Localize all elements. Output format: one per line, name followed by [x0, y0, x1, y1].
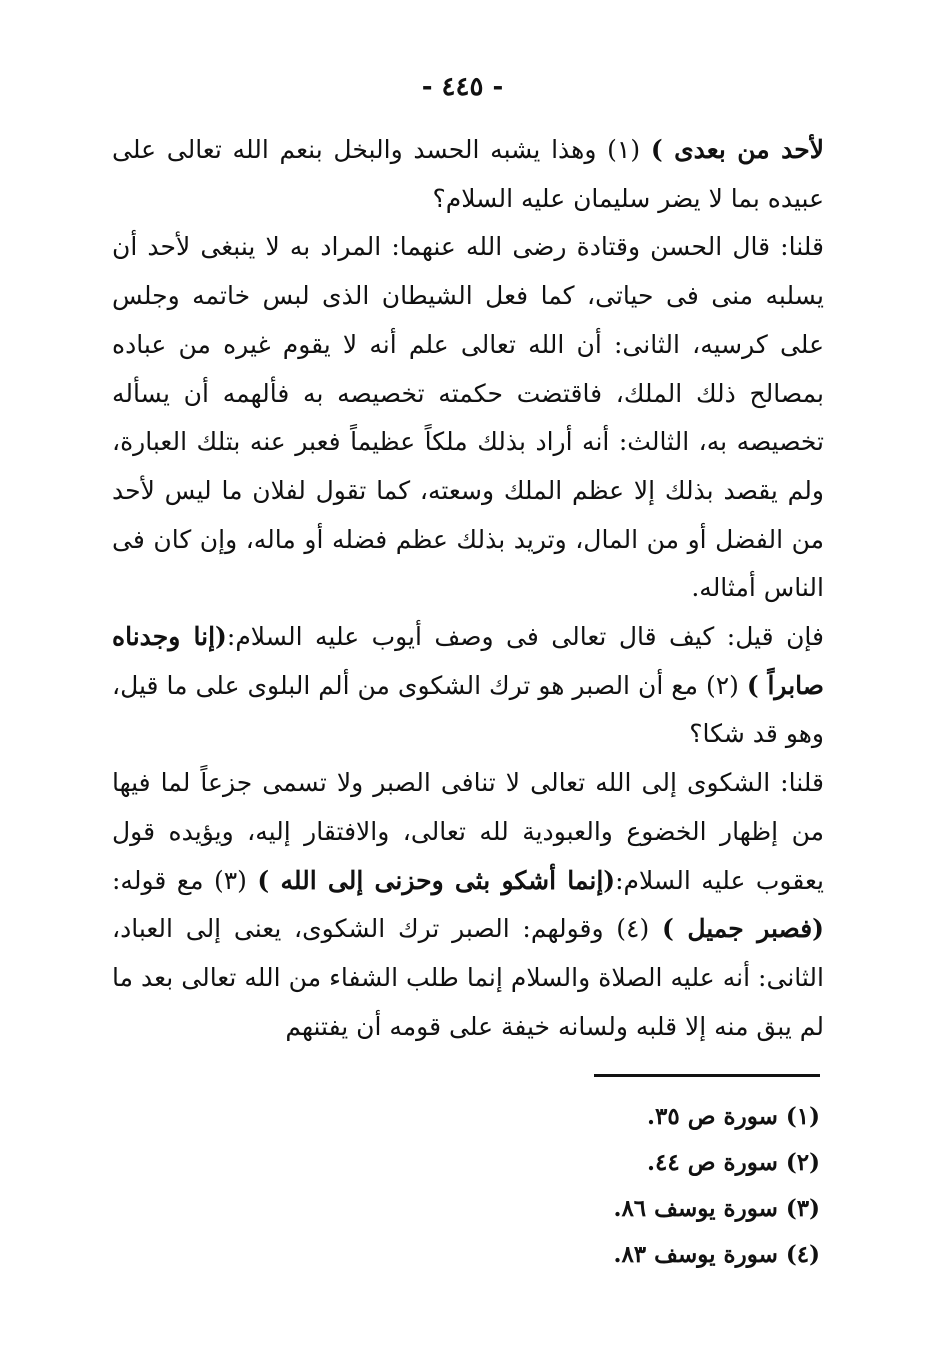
- footnotes: [420, 1094, 820, 1278]
- paragraph-4: [112, 759, 824, 1051]
- footnote: (٤) سورة يوسف ٨٣.: [613, 1241, 820, 1268]
- quran-quote: (إنا وجدناه صابراً ): [112, 622, 824, 700]
- paragraph-text: فإن قيل: كيف قال تعالى فى وصف أيوب عليه السلام:: [226, 622, 824, 652]
- paragraph-text: (٣) مع قوله:: [112, 865, 247, 895]
- paragraph-3: [112, 613, 824, 759]
- paragraph-text: قلنا: قال الحسن وقتادة رضى الله عنهما: المراد به لا ينبغى لأحد أن يسلبه منى فى حياتى، كما فعل الشيطان الذى لبس خاتمه وجلس على كرسيه، الثانى: أن الله تعالى علم أنه لا يقوم غيره من عباده بمصالح ذلك الملك، فاقتضت حكمته تخصيصه به فألهمه أن يسأله تخصيصه به، الثالث: أنه أراد بذلك ملكاً عظيماً فعبر عنه بتلك العبارة، ولم يقصد بذلك إلا عظم الملك وسعته، كما تقول لفلان ما ليس لأحد من الفضل أو من المال، وتريد بذلك عظم فضله أو ماله، وإن كان فى الناس أمثاله.: [112, 232, 824, 603]
- paragraph-text: (٤) وقولهم: الصبر ترك الشكوى، يعنى إلى العباد، الثانى: أنه عليه الصلاة والسلام إنما طلب الشفاء من الله تعالى بعد ما لم يبق منه إلا قلبه ولسانه خيفة على قومه أن يفتنهم: [112, 914, 824, 1041]
- footnote: (١) سورة ص ٣٥.: [646, 1103, 820, 1130]
- footnote: (٣) سورة يوسف ٨٦.: [613, 1195, 820, 1222]
- quran-quote: (إنما أشكو بثى وحزنى إلى الله ): [257, 865, 616, 895]
- paragraph-text: (١) وهذا يشبه الحسد والبخل بنعم الله تعالى على عبيده بما لا يضر سليمان عليه السلام؟: [112, 135, 824, 213]
- paragraph-2: [112, 223, 824, 613]
- paragraph-text: (٢) مع أن الصبر هو ترك الشكوى من ألم البلوى على ما قيل، وهو قد شكا؟: [112, 670, 824, 749]
- paragraph-text: قلنا: الشكوى إلى الله تعالى لا تنافى الصبر ولا تسمى جزعاً لما فيها من إظهار الخضوع والعبودية لله تعالى، والافتقار إليه، ويؤيده قول يعقوب عليه السلام:: [112, 768, 824, 895]
- footnote-divider: [594, 1074, 820, 1077]
- page-number: - ٤٤٥ -: [421, 72, 504, 102]
- quran-quote: (فصبر جميل ): [662, 914, 825, 944]
- paragraph-1: [112, 126, 824, 223]
- quran-quote: لأحد من بعدى ): [650, 135, 824, 164]
- main-text: [112, 126, 824, 1051]
- footnote: (٢) سورة ص ٤٤.: [646, 1149, 820, 1176]
